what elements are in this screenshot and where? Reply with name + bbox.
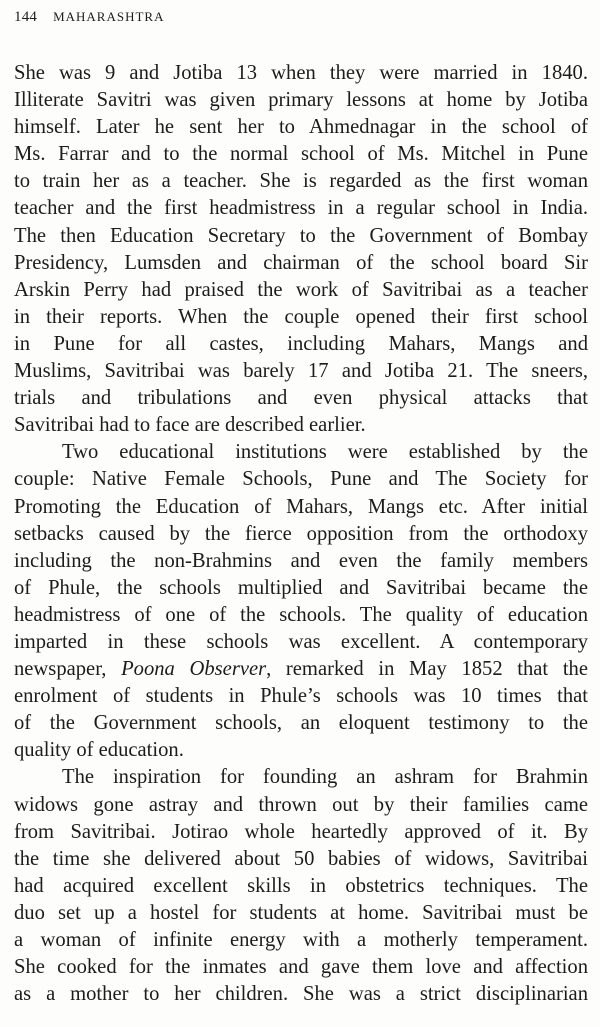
paragraph-2-line-6: of Phule, the schools multiplied and Savitribai became the: [14, 576, 588, 599]
paragraph-3-line-5: had acquired excellent skills in obstetrics techniques. The: [14, 874, 588, 897]
paragraph-1-line-2: Illiterate Savitri was given primary lessons at home by Jotiba: [14, 89, 588, 112]
paragraph-3-line-8: She cooked for the inmates and gave them love and affection: [14, 956, 588, 979]
paragraph-1-line-3: himself. Later he sent her to Ahmednagar in the school of: [14, 116, 588, 139]
paragraph-3-line-4: the time she delivered about 50 babies of widows, Savitribai: [14, 847, 588, 870]
paragraph-1-line-6: teacher and the first headmistress in a regular school in India.: [14, 197, 588, 220]
paragraph-2-line-3: Promoting the Education of Mahars, Mangs etc. After initial: [14, 495, 588, 518]
paragraph-3-line-9: as a mother to her children. She was a strict disciplinarian: [14, 983, 588, 1006]
paragraph-2-line-12: quality of education.: [14, 739, 184, 762]
paragraph-1-line-7: The then Education Secretary to the Government of Bombay: [14, 224, 588, 247]
page-number: 144: [14, 9, 38, 25]
paragraph-3-line-6: duo set up a hostel for students at home. Savitribai must be: [14, 901, 588, 924]
section-title: MAHARASHTRA: [53, 9, 165, 24]
paragraph-1-line-8: Presidency, Lumsden and chairman of the school board Sir: [14, 251, 588, 274]
paragraph-2-line-1: Two educational institutions were established by the: [62, 441, 588, 464]
paragraph-2-line-9: [14, 656, 588, 683]
paragraph-2-line-5: including the non-Brahmins and even the family members: [14, 549, 588, 572]
paragraph-1-line-10: in their reports. When the couple opened their first school: [14, 305, 588, 328]
paragraph-3-line-7: a woman of infinite energy with a motherly temperament.: [14, 929, 588, 951]
text-segment: , remarked in May 1852 that the: [266, 658, 588, 681]
paragraph-2-line-10: enrolment of students in Phule’s schools was 10 times that: [14, 685, 588, 708]
paragraph-2-line-11: of the Government schools, an eloquent testimony to the: [14, 712, 588, 735]
paragraph-1-line-9: Arskin Perry had praised the work of Savitribai as a teacher: [14, 278, 588, 301]
paragraph-1-line-5: to train her as a teacher. She is regarded as the first woman: [14, 170, 588, 193]
paragraph-1-line-12: Muslims, Savitribai was barely 17 and Jotiba 21. The sneers,: [14, 360, 588, 383]
paragraph-1-line-14: Savitribai had to face are described earlier.: [14, 414, 366, 437]
paragraph-1-line-4: Ms. Farrar and to the normal school of Ms. Mitchel in Pune: [14, 143, 588, 166]
paragraph-1-line-13: trials and tribulations and even physical attacks that: [14, 387, 588, 410]
body-text: [14, 60, 588, 1008]
text-segment: newspaper,: [14, 658, 107, 681]
paragraph-3-line-2: widows gone astray and thrown out by their families came: [14, 793, 588, 816]
paragraph-2-line-8: imparted in these schools was excellent. A contemporary: [14, 630, 588, 653]
paragraph-2-line-7: headmistress of one of the schools. The quality of education: [14, 603, 588, 626]
newspaper-title: Poona Observer: [121, 658, 267, 681]
paragraph-2-line-4: setbacks caused by the fierce opposition from the orthodoxy: [14, 522, 588, 545]
paragraph-1-line-1: She was 9 and Jotiba 13 when they were married in 1840.: [14, 62, 588, 84]
running-head: [14, 9, 164, 26]
paragraph-3-line-3: from Savitribai. Jotirao whole heartedly approved of it. By: [14, 820, 588, 843]
paragraph-3-line-1: The inspiration for founding an ashram for Brahmin: [62, 766, 588, 789]
paragraph-2-line-2: couple: Native Female Schools, Pune and The Society for: [14, 468, 588, 491]
paragraph-1-line-11: in Pune for all castes, including Mahars, Mangs and: [14, 332, 588, 355]
